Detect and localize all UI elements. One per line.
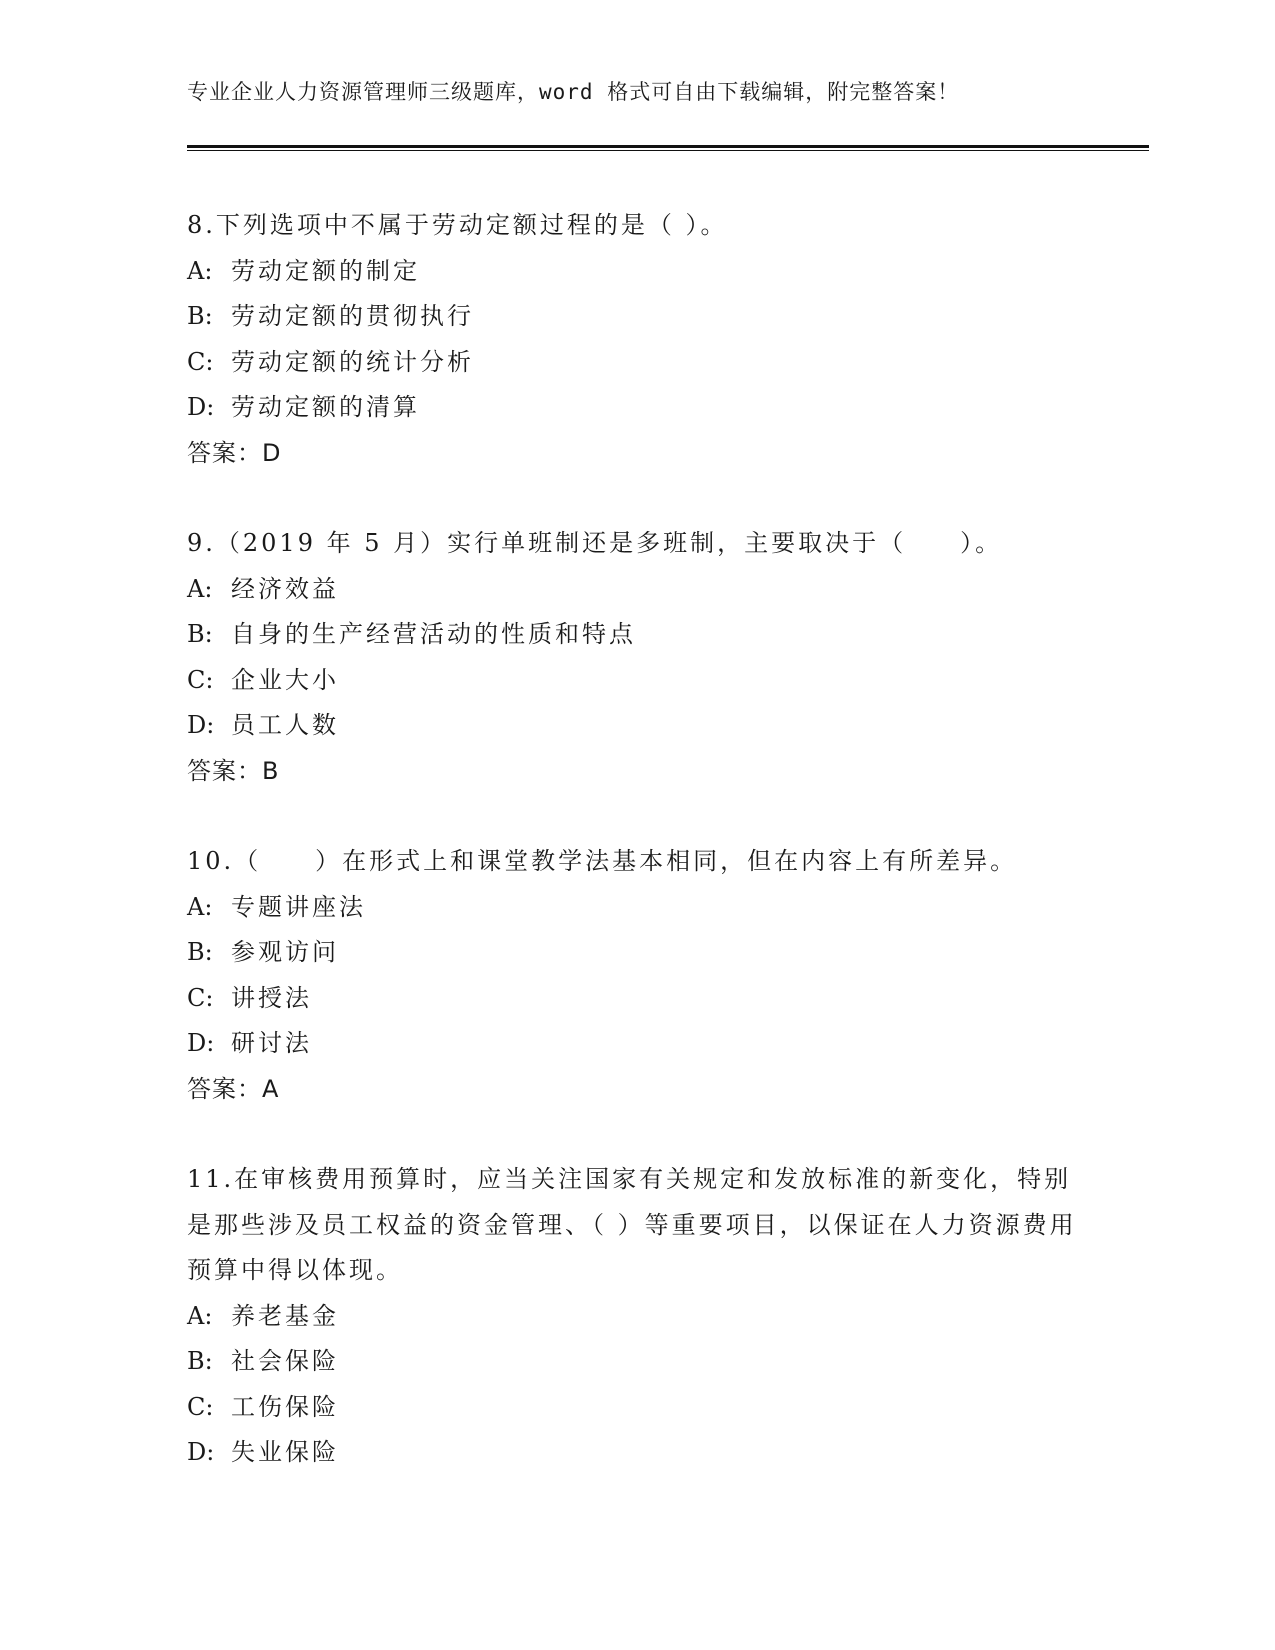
question-8	[187, 203, 1087, 476]
option-a	[187, 885, 1087, 931]
question-stem: 8.下列选项中不属于劳动定额过程的是（ ）。	[187, 211, 728, 239]
document-header: 专业企业人力资源管理师三级题库，word 格式可自由下载编辑，附完整答案！	[187, 80, 960, 104]
option-b	[187, 1339, 1087, 1385]
option-d	[187, 385, 1087, 431]
option-letter: B:	[187, 938, 213, 966]
option-letter: B:	[187, 620, 213, 648]
question-stem: 10.（ ）在形式上和课堂教学法基本相同，但在内容上有所差异。	[187, 847, 1018, 875]
option-letter: D:	[187, 1029, 215, 1057]
question-stem: 9.（2019 年 5 月）实行单班制还是多班制，主要取决于（ ）。	[187, 529, 1003, 557]
question-10	[187, 839, 1087, 1112]
option-letter: D:	[187, 711, 215, 739]
option-b	[187, 294, 1087, 340]
option-text: 自身的生产经营活动的性质和特点	[231, 620, 636, 648]
option-text: 劳动定额的统计分析	[231, 347, 474, 376]
option-d	[187, 1021, 1087, 1067]
option-text: 研讨法	[231, 1029, 312, 1057]
option-d	[187, 703, 1087, 749]
option-d	[187, 1430, 1087, 1476]
option-letter: B:	[187, 1347, 213, 1375]
option-text: 经济效益	[231, 574, 339, 603]
option-text: 社会保险	[231, 1347, 339, 1375]
option-a	[187, 1294, 1087, 1340]
option-letter: B:	[187, 302, 213, 330]
option-letter: C:	[187, 665, 214, 694]
option-text: 劳动定额的清算	[231, 393, 420, 421]
answer-line: 答案：A	[187, 1074, 280, 1103]
option-c	[187, 658, 1087, 704]
question-list	[187, 203, 1087, 1521]
option-c	[187, 340, 1087, 386]
option-letter: A:	[187, 574, 213, 603]
option-letter: C:	[187, 983, 214, 1012]
option-c	[187, 1385, 1087, 1431]
option-letter: A:	[187, 256, 213, 285]
option-text: 失业保险	[231, 1438, 339, 1466]
option-letter: D:	[187, 1438, 215, 1466]
option-letter: A:	[187, 1301, 213, 1330]
option-text: 劳动定额的贯彻执行	[231, 302, 474, 330]
answer-line: 答案：D	[187, 438, 282, 467]
question-11	[187, 1157, 1087, 1476]
option-b	[187, 612, 1087, 658]
header-rule-thick	[187, 145, 1149, 148]
option-letter: C:	[187, 1392, 214, 1421]
option-text: 工伤保险	[231, 1392, 339, 1421]
option-c	[187, 976, 1087, 1022]
option-letter: C:	[187, 347, 214, 376]
option-a	[187, 567, 1087, 613]
option-letter: A:	[187, 892, 213, 921]
option-letter: D:	[187, 393, 215, 421]
header-rule-thin	[187, 150, 1149, 151]
option-a	[187, 249, 1087, 295]
option-text: 养老基金	[231, 1301, 339, 1330]
question-9	[187, 521, 1087, 794]
option-text: 讲授法	[231, 983, 312, 1012]
answer-line: 答案：B	[187, 756, 280, 785]
question-stem: 11.在审核费用预算时，应当关注国家有关规定和发放标准的新变化，特别是那些涉及员工权益的资金管理、（ ）等重要项目，以保证在人力资源费用预算中得以体现。	[187, 1165, 1077, 1284]
option-text: 参观访问	[231, 938, 339, 966]
option-text: 专题讲座法	[231, 892, 366, 921]
option-text: 员工人数	[231, 711, 339, 739]
option-b	[187, 930, 1087, 976]
option-text: 企业大小	[231, 665, 339, 694]
option-text: 劳动定额的制定	[231, 256, 420, 285]
